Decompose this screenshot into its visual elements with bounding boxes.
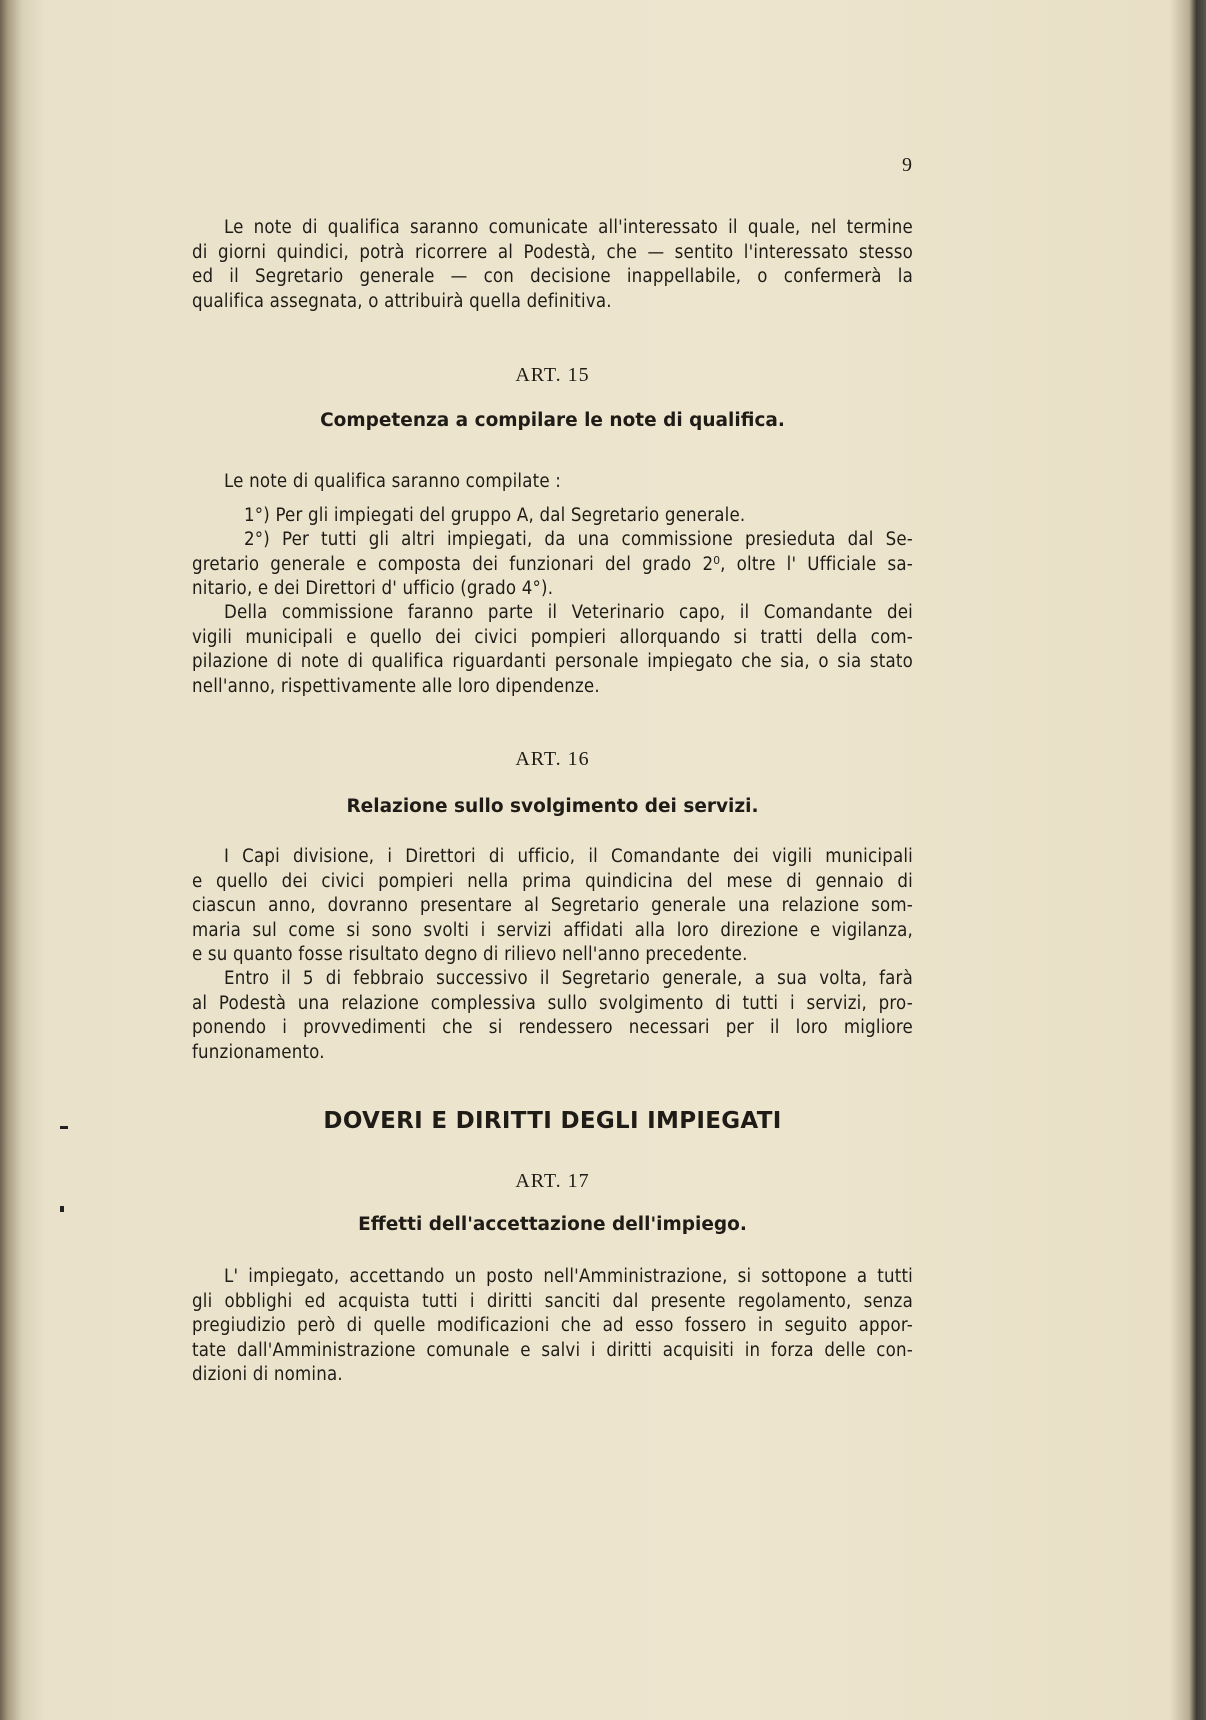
text-line: qualifica assegnata, o attribuirà quella definitiva.: [192, 290, 612, 312]
article-title: Effetti dell'accettazione dell'impiego.: [358, 1214, 747, 1235]
text-line: tate dall'Amministrazione comunale e salvi i diritti acquisiti in forza delle con-: [192, 1339, 913, 1361]
text-line: vigili municipali e quello dei civici pompieri allorquando si tratti della com-: [192, 626, 913, 648]
text-line: e quello dei civici pompieri nella prima quindicina del mese di gennaio di: [192, 870, 913, 892]
paragraph: [192, 601, 913, 699]
paragraph: [192, 216, 913, 314]
text-line: Le note di qualifica saranno comunicate all'interessato il quale, nel termine: [224, 217, 913, 238]
text-line: 1°) Per gli impiegati del gruppo A, dal Segretario generale.: [244, 505, 746, 526]
text-line: Della commissione faranno parte il Veterinario capo, il Comandante dei: [224, 602, 913, 623]
text-line: gli obblighi ed acquista tutti i diritti sanciti dal presente regolamento, senza: [192, 1290, 913, 1312]
paragraph: [192, 845, 913, 968]
section-title: DOVERI E DIRITTI DEGLI IMPIEGATI: [323, 1108, 782, 1134]
list-item: [192, 528, 913, 602]
text-line: Le note di qualifica saranno compilate :: [224, 471, 562, 492]
text-line: pilazione di note di qualifica riguardanti personale impiegato che sia, o sia stato: [192, 651, 913, 672]
text-line: nell'anno, rispettivamente alle loro dipendenze.: [192, 675, 600, 697]
list-item: [192, 504, 913, 529]
text-line: ponendo i provvedimenti che si rendessero necessari per il loro migliore: [192, 1017, 913, 1038]
text-line: di giorni quindici, potrà ricorrere al Podestà, che — sentito l'interessato stesso: [192, 241, 913, 263]
text-line: gretario generale e composta dei funzionari del grado 2⁰, oltre l' Ufficiale sa-: [192, 553, 913, 575]
article-label: ART. 15: [515, 364, 590, 386]
text-line: Entro il 5 di febbraio successivo il Segretario generale, a sua volta, farà: [224, 968, 913, 989]
paragraph: [192, 470, 913, 495]
margin-mark: [60, 1206, 64, 1212]
text-line: 2°) Per tutti gli altri impiegati, da una commissione presieduta dal Se-: [244, 529, 913, 550]
paragraph: [192, 967, 913, 1065]
text-line: L' impiegato, accettando un posto nell'Amministrazione, si sottopone a tutti: [224, 1266, 913, 1287]
article-label: ART. 16: [515, 748, 590, 770]
article-label: ART. 17: [515, 1170, 590, 1192]
text-line: maria sul come si sono svolti i servizi affidati alla loro direzione e vigilanza,: [192, 919, 913, 941]
page-number: 9: [902, 154, 912, 176]
paragraph: [192, 1265, 913, 1388]
text-line: ed il Segretario generale — con decisione inappellabile, o confermerà la: [192, 266, 913, 287]
article-title: Competenza a compilare le note di qualifica.: [320, 410, 785, 431]
text-line: pregiudizio però di quelle modificazioni che ad esso fossero in seguito appor-: [192, 1315, 913, 1336]
article-title: Relazione sullo svolgimento dei servizi.: [346, 796, 759, 817]
margin-mark: [60, 1126, 68, 1129]
text-line: dizioni di nomina.: [192, 1364, 343, 1385]
text-line: ciascun anno, dovranno presentare al Segretario generale una relazione som-: [192, 895, 913, 916]
text-line: funzionamento.: [192, 1041, 325, 1063]
text-line: I Capi divisione, i Direttori di ufficio, il Comandante dei vigili municipali: [224, 846, 913, 867]
text-line: e su quanto fosse risultato degno di rilievo nell'anno precedente.: [192, 944, 748, 965]
text-line: nitario, e dei Direttori d' ufficio (grado 4°).: [192, 578, 554, 599]
text-line: al Podestà una relazione complessiva sullo svolgimento di tutti i servizi, pro-: [192, 992, 913, 1014]
